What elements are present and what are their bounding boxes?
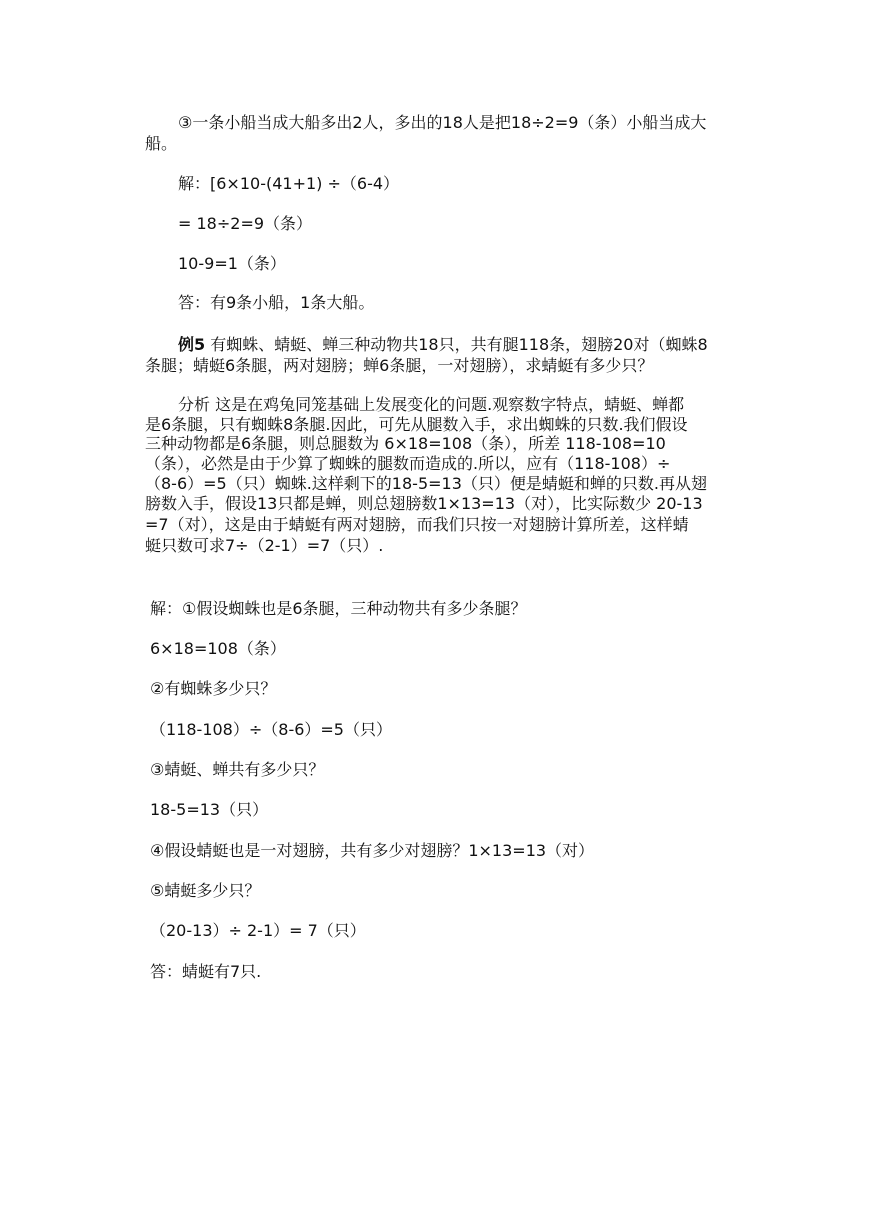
analysis-line-7: =7（对），这是由于蜻蜓有两对翅膀，而我们只按一对翅膀计算所差，这样蜻 [145,515,689,534]
solution-step-2: ②有蜘蛛多少只？ [150,679,277,698]
analysis-line-5: （8-6）=5（只）蜘蛛.这样剩下的18-5=13（只）便是蜻蜓和蝉的只数.再从翅 [145,474,707,493]
solution-calc-3: 18-5=13（只） [150,800,269,819]
part3-answer: 答：有9条小船，1条大船。 [178,293,375,312]
analysis-line-8: 蜓只数可求7÷（2-1）=7（只）. [145,536,384,555]
part3-line-2: 船。 [145,134,178,153]
solution-calc-5: （20-13）÷ 2-1）= 7（只） [150,921,366,940]
example5-label: 例5 [178,335,206,354]
solution-step-5: ⑤蜻蜓多少只？ [150,881,261,900]
analysis-line-2: 是6条腿，只有蜘蛛8条腿.因此，可先从腿数入手，求出蜘蛛的只数.我们假设 [145,415,688,434]
part3-line-1: ③一条小船当成大船多出2人，多出的18人是把18÷2=9（条）小船当成大 [178,113,707,132]
part3-solution-line-3: 10-9=1（条） [178,254,286,273]
analysis-line-1: 分析 这是在鸡兔同笼基础上发展变化的问题.观察数字特点，蜻蜓、蝉都 [178,395,685,414]
part3-solution-line-2: = 18÷2=9（条） [178,214,313,233]
example5-line-2: 条腿；蜻蜓6条腿，两对翅膀；蝉6条腿，一对翅膀），求蜻蜓有多少只？ [145,356,654,375]
solution-calc-2: （118-108）÷（8-6）=5（只） [150,720,392,739]
example5-text-1: 有蜘蛛、蜻蜓、蝉三种动物共18只，共有腿118条，翅膀20对（蜘蛛8 [205,335,708,354]
solution-answer: 答：蜻蜓有7只. [150,962,262,981]
analysis-line-3: 三种动物都是6条腿，则总腿数为 6×18=108（条），所差 118-108=10 [145,434,666,453]
solution-step-1: 解：①假设蜘蛛也是6条腿，三种动物共有多少条腿？ [150,599,527,618]
solution-step-3: ③蜻蜓、蝉共有多少只？ [150,760,325,779]
solution-calc-1: 6×18=108（条） [150,639,286,658]
example5-line-1 [178,334,708,356]
analysis-line-6: 膀数入手，假设13只都是蝉，则总翅膀数1×13=13（对），比实际数少 20-13 [145,494,703,513]
part3-solution-line-1: 解：[6×10-(41+1) ÷（6-4） [178,174,400,193]
solution-step-4: ④假设蜻蜓也是一对翅膀，共有多少对翅膀？1×13=13（对） [150,841,595,860]
analysis-line-4: （条），必然是由于少算了蜘蛛的腿数而造成的.所以，应有（118-108）÷ [145,454,671,473]
